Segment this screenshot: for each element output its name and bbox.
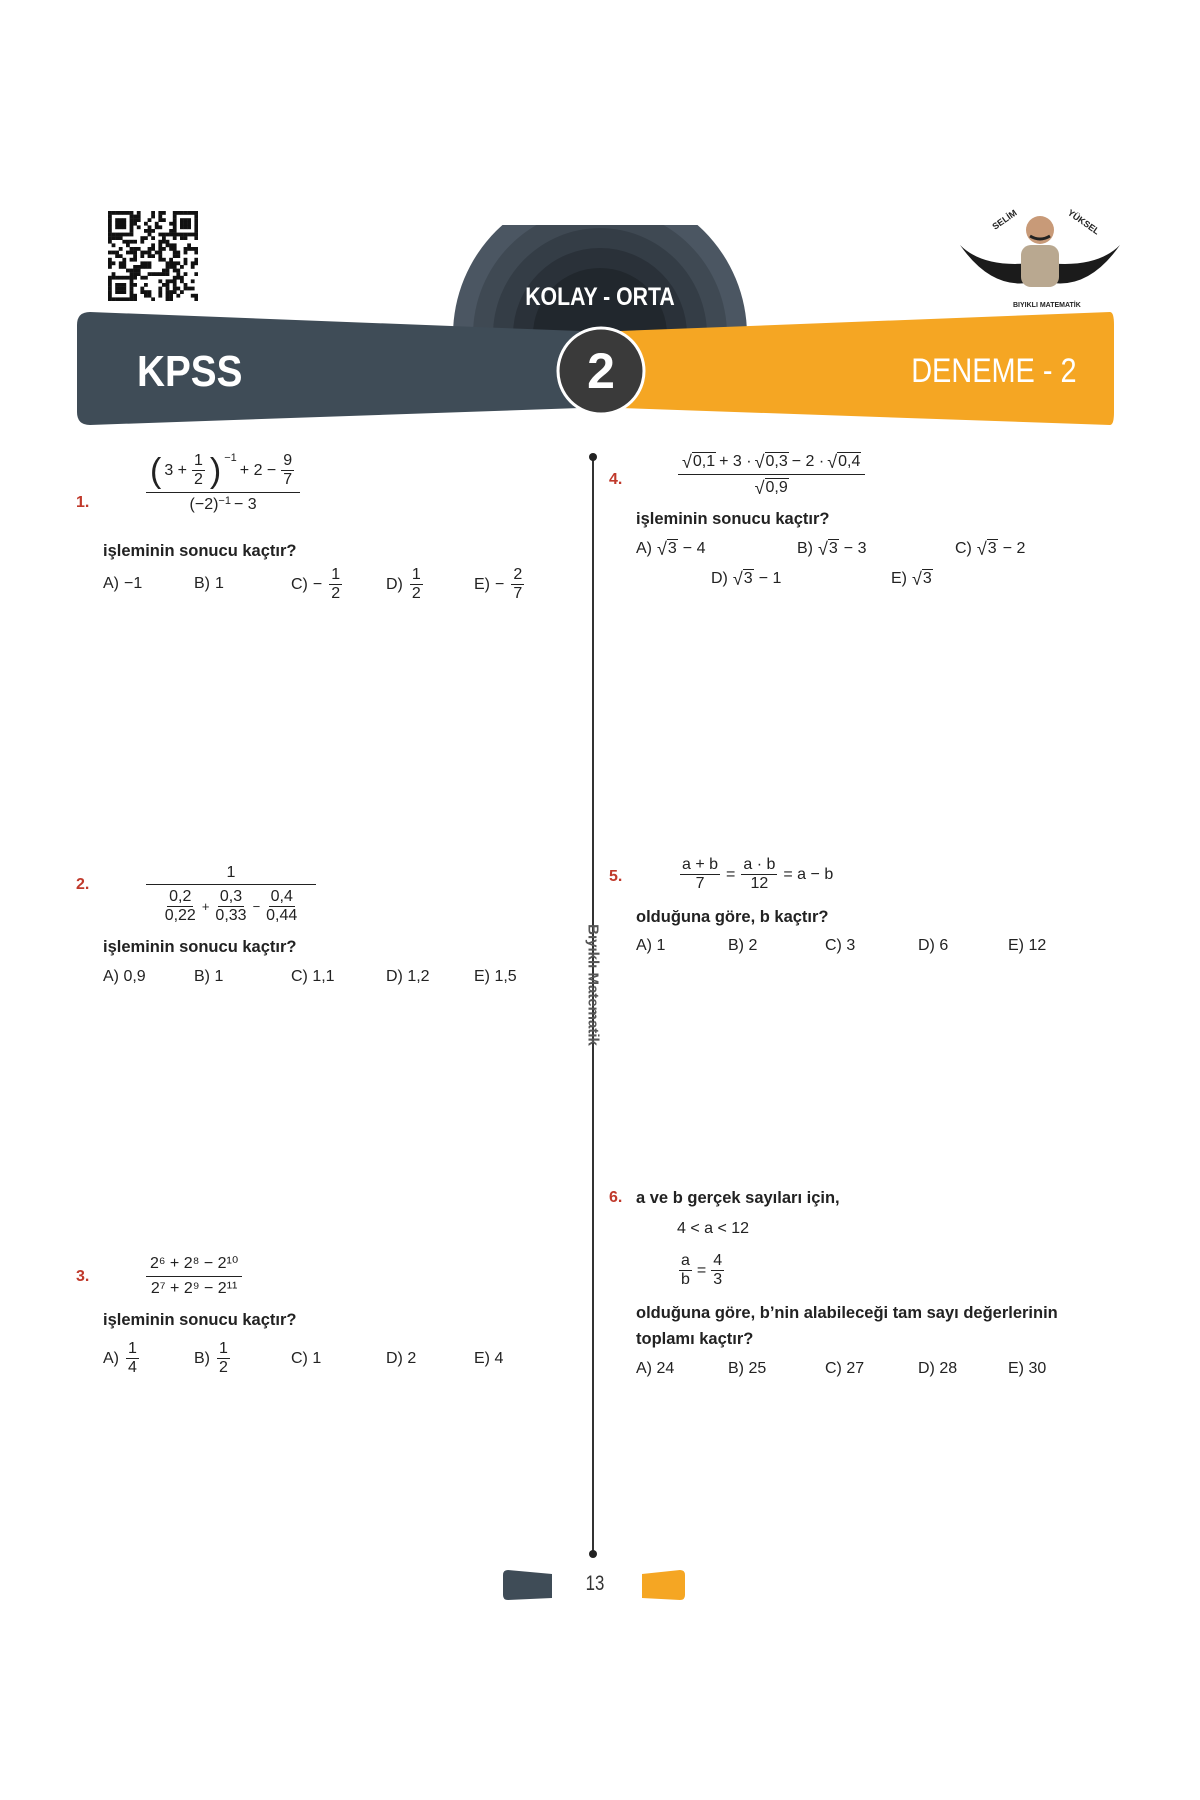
question-text: işleminin sonucu kaçtır? [636, 510, 830, 528]
page-number: 13 [585, 1572, 605, 1595]
frac-num: 0,2 [169, 888, 192, 905]
frac-den: 12 [750, 875, 769, 892]
frac-num: 1 [411, 566, 421, 583]
term: − 2 · [791, 452, 825, 470]
frac-den: 7 [695, 875, 705, 892]
option-c[interactable] [291, 566, 344, 603]
option-c[interactable]: C) 3 [825, 937, 856, 954]
option-b[interactable]: B) 1 [194, 968, 224, 985]
question-number: 3. [76, 1268, 90, 1285]
option-letter: C) [291, 575, 308, 593]
option-e[interactable]: E) 30 [1008, 1360, 1047, 1377]
frac-den: 7 [513, 585, 523, 602]
question-text: işleminin sonucu kaçtır? [103, 938, 297, 956]
operator: + [201, 899, 210, 914]
radicand: 3 [922, 570, 932, 587]
option-d[interactable]: D) 1,2 [386, 968, 430, 985]
difficulty-arch [453, 225, 747, 335]
option-letter: A) [103, 1349, 119, 1367]
q3-formula [146, 1253, 242, 1298]
option-d[interactable]: D) 2 [386, 1350, 417, 1367]
exponent: −1 [224, 451, 237, 464]
option-d[interactable]: D) 28 [918, 1360, 958, 1377]
side-label: Bıyıklı Matematik [584, 924, 602, 1046]
option-value: 1 [215, 575, 224, 592]
frac-num: 1 [219, 1340, 228, 1357]
frac-num: 2 [513, 566, 523, 583]
svg-text:YÜKSEL: YÜKSEL [1065, 207, 1102, 237]
option-e[interactable] [474, 566, 526, 603]
sqrt-icon: √ [682, 452, 692, 472]
operator: = [696, 1261, 707, 1279]
radicand: 3 [743, 570, 753, 587]
denominator: 2⁷ + 2⁹ − 2¹¹ [150, 1280, 238, 1297]
option-d[interactable] [386, 566, 425, 603]
question-text: olduğuna göre, b’nin alabileceği tam sayı değerlerinin [636, 1304, 1058, 1322]
option-letter: E) [474, 575, 490, 593]
option-letter: B) [194, 575, 210, 592]
frac-den: 0,44 [266, 907, 298, 924]
option-value: − 3 [843, 539, 867, 557]
frac-den: 2 [411, 585, 421, 602]
numerator: 1 [146, 864, 316, 885]
term: + 3 · [719, 452, 752, 470]
frac-den: 0,22 [164, 907, 196, 924]
frac-den: 2 [194, 471, 203, 488]
radicand: 0,4 [838, 453, 861, 470]
frac-den: 0,33 [215, 907, 247, 924]
option-b[interactable] [194, 1340, 232, 1377]
option-e[interactable]: E) 1,5 [474, 968, 517, 985]
radicand: 0,3 [765, 453, 788, 470]
option-b[interactable]: B) 25 [728, 1360, 767, 1377]
frac-num: 4 [713, 1252, 723, 1269]
divider-dot-top [589, 453, 597, 461]
q5-formula [678, 856, 833, 893]
option-e[interactable] [891, 569, 933, 588]
radicand: 0,1 [692, 453, 716, 470]
exponent: −1 [218, 495, 231, 507]
sqrt-icon: √ [827, 452, 838, 472]
question-text: olduğuna göre, b kaçtır? [636, 908, 829, 926]
option-value: −1 [124, 575, 143, 592]
test-number: 2 [587, 343, 615, 399]
operator: − [252, 899, 261, 914]
option-b[interactable]: B) 2 [728, 937, 758, 954]
q1-formula: ( 3 + $\frac{1}{2}$ ) $^{-1}$ + 2 − $\frac{9}{7}$ (−2) $^{-1}$ − 3 [146, 452, 300, 514]
question-number: 4. [609, 471, 623, 488]
difficulty-label: KOLAY - ORTA [525, 283, 675, 311]
frac-num: 1 [331, 566, 341, 583]
operator: = [726, 865, 736, 883]
frac-num: a · b [743, 856, 776, 873]
term: + 2 − [239, 461, 277, 479]
frac-den: 2 [219, 1359, 228, 1376]
option-e[interactable]: E) 12 [1008, 937, 1047, 954]
question-number: 2. [76, 876, 90, 893]
sqrt-icon: √ [754, 478, 765, 498]
frac-den: b [681, 1271, 690, 1288]
option-c[interactable]: C) 27 [825, 1360, 865, 1377]
option-letter: E) [891, 569, 907, 587]
option-value: − 1 [758, 569, 782, 587]
frac-num: 1 [128, 1340, 137, 1357]
frac-den: 3 [713, 1271, 723, 1288]
deneme-title: DENEME - 2 [911, 352, 1077, 390]
frac-num: a [681, 1252, 690, 1269]
frac-num: 9 [283, 452, 293, 469]
option-letter: A) [636, 539, 652, 557]
frac-den: 7 [283, 471, 293, 488]
term: − 3 [233, 496, 257, 513]
question-number: 6. [609, 1189, 623, 1206]
radicand: 3 [667, 540, 677, 557]
q4-formula [678, 452, 865, 497]
option-a[interactable] [103, 575, 142, 593]
option-d[interactable]: D) 6 [918, 937, 949, 954]
header-banner [0, 225, 1200, 435]
inequality: 4 < a < 12 [677, 1220, 750, 1237]
option-c[interactable] [955, 539, 1025, 558]
frac-num: 0,4 [270, 888, 293, 905]
option-letter: C) [955, 539, 972, 557]
sign: − [495, 575, 505, 593]
option-a[interactable]: A) 1 [636, 937, 666, 954]
question-number: 1. [76, 494, 90, 511]
sign: − [312, 575, 323, 593]
sqrt-icon: √ [912, 569, 922, 589]
term: 3 + [164, 461, 188, 479]
question-intro: a ve b gerçek sayıları için, [636, 1189, 840, 1207]
option-a[interactable]: A) 24 [636, 1360, 675, 1377]
option-letter: B) [797, 539, 813, 557]
option-value: − 4 [682, 539, 706, 557]
question-text: işleminin sonucu kaçtır? [103, 542, 297, 560]
divider-dot-bottom [589, 1550, 597, 1558]
option-b[interactable] [797, 539, 866, 558]
question-text: toplamı kaçtır? [636, 1330, 754, 1348]
frac-num: 0,3 [219, 888, 243, 905]
frac-num: 1 [194, 452, 203, 469]
option-letter: B) [194, 1349, 210, 1367]
ratio-formula [677, 1252, 726, 1289]
option-e[interactable]: E) 4 [474, 1350, 504, 1367]
radicand: 3 [987, 540, 997, 557]
sqrt-icon: √ [657, 539, 667, 559]
sqrt-icon: √ [818, 539, 828, 559]
radicand: 0,9 [765, 479, 788, 496]
option-letter: A) [103, 575, 119, 592]
svg-text:BIYIKLI MATEMATİK: BIYIKLI MATEMATİK [1013, 302, 1081, 309]
sqrt-icon: √ [732, 569, 743, 589]
radicand: 3 [828, 540, 838, 557]
frac-num: a + b [682, 856, 719, 873]
option-letter: D) [711, 569, 728, 587]
option-a[interactable] [636, 539, 705, 558]
q2-formula [146, 864, 316, 925]
option-a[interactable] [103, 1340, 141, 1377]
option-value: − 2 [1002, 539, 1026, 557]
sqrt-icon: √ [976, 539, 987, 559]
option-a[interactable]: A) 0,9 [103, 968, 146, 985]
term: = a − b [783, 865, 834, 883]
option-c[interactable]: C) 1,1 [291, 968, 335, 985]
frac-den: 2 [331, 585, 341, 602]
frac-den: 4 [128, 1359, 137, 1376]
term: (−2) [189, 496, 219, 513]
option-c[interactable]: C) 1 [291, 1350, 322, 1367]
option-letter: D) [386, 575, 403, 593]
exam-name: KPSS [137, 347, 243, 396]
numerator: 2⁶ + 2⁸ − 2¹⁰ [146, 1253, 242, 1277]
option-d[interactable] [711, 569, 781, 588]
option-b[interactable] [194, 575, 224, 593]
svg-text:SELİM: SELİM [990, 207, 1019, 232]
sqrt-icon: √ [754, 452, 765, 472]
question-number: 5. [609, 868, 623, 885]
question-text: işleminin sonucu kaçtır? [103, 1311, 297, 1329]
